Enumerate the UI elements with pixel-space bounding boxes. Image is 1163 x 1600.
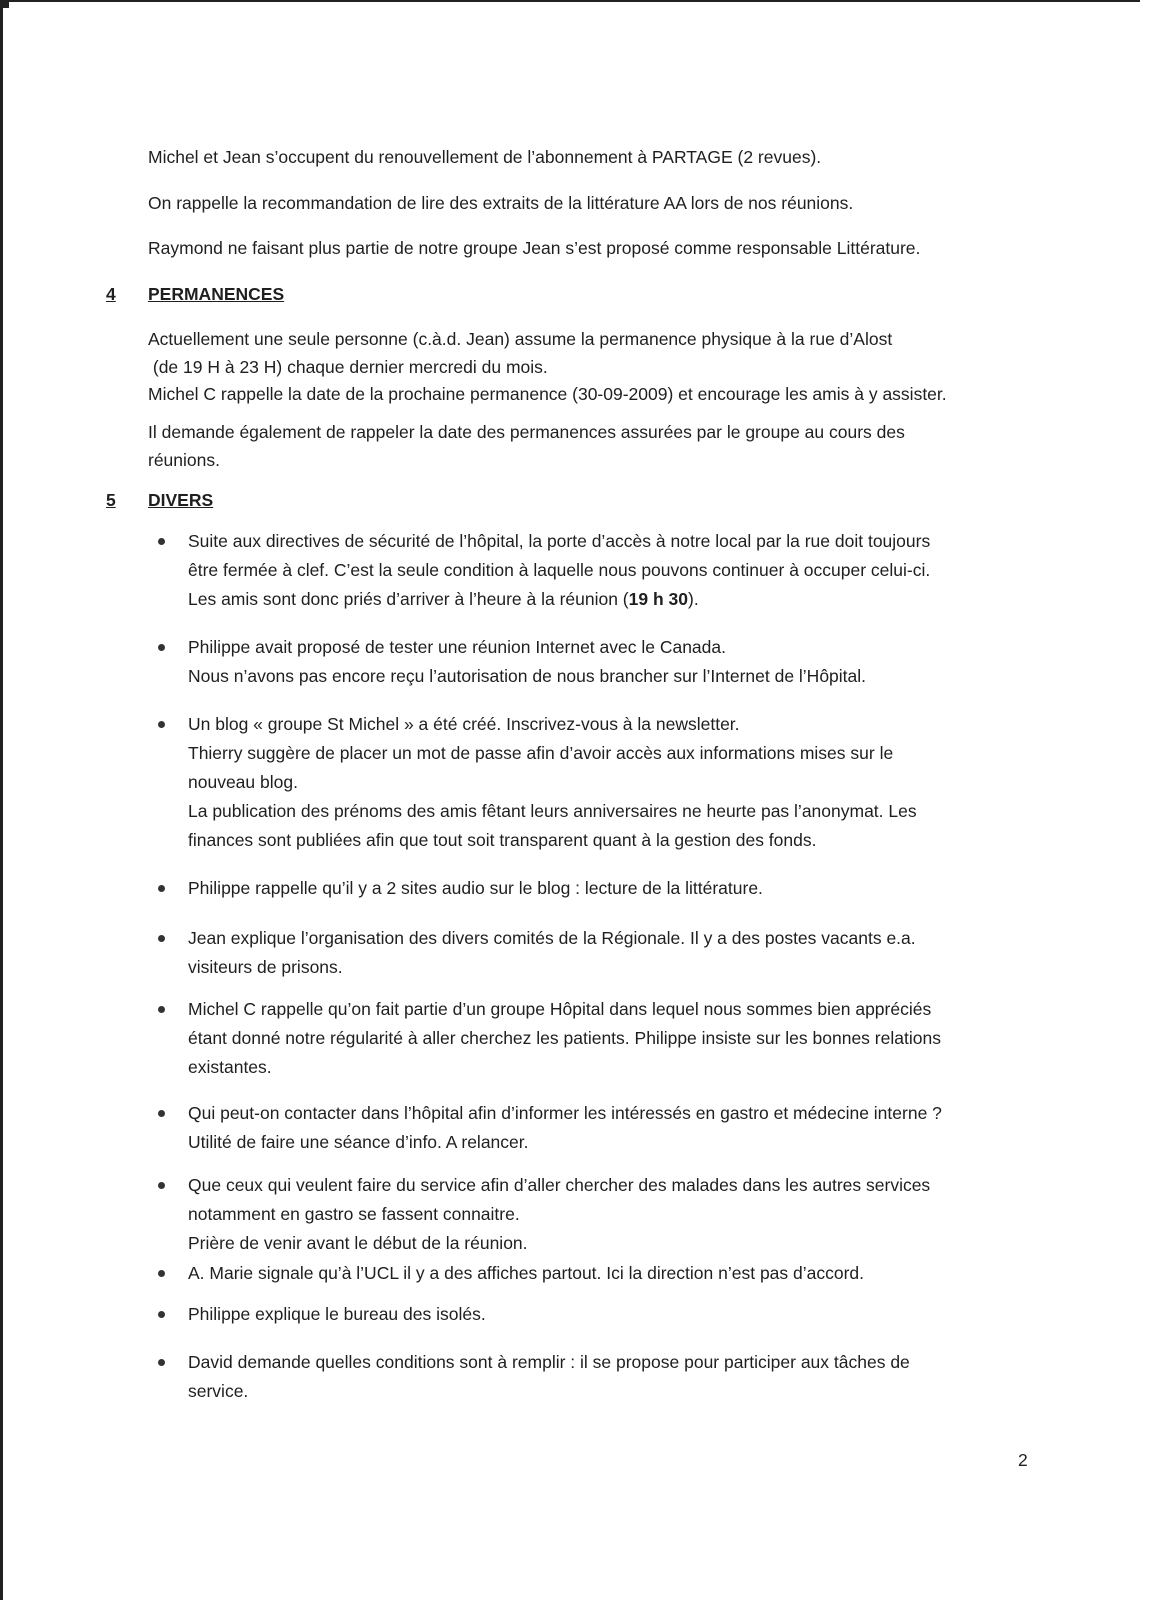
list-item [158, 995, 1038, 1082]
section-5-number: 5 [106, 490, 116, 510]
text-line: être fermée à clef. C’est la seule condition à laquelle nous pouvons continuer à occuper celui-ci. [188, 560, 931, 580]
text-line: Michel C rappelle qu’on fait partie d’un groupe Hôpital dans lequel nous sommes bien appréciés [188, 999, 932, 1019]
list-item [158, 1348, 1038, 1406]
text-line: Il demande également de rappeler la date des permanences assurées par le groupe au cours des [148, 422, 905, 442]
scan-edge-left [0, 0, 3, 1600]
text-line: Philippe avait proposé de tester une réunion Internet avec le Canada. [188, 637, 726, 657]
bullet-icon [158, 1270, 165, 1277]
list-item [158, 924, 1038, 982]
text-line: (de 19 H à 23 H) chaque dernier mercredi du mois. [148, 356, 548, 377]
intro-paragraph-3: Raymond ne faisant plus partie de notre groupe Jean s’est proposé comme responsable Littérature. [148, 238, 921, 258]
meeting-time: 19 h 30 [628, 589, 688, 609]
text-line: finances sont publiées afin que tout soit transparent quant à la gestion des fonds. [188, 830, 817, 850]
text-line: Michel C rappelle la date de la prochaine permanence (30-09-2009) et encourage les amis à y assister. [148, 384, 947, 404]
page-number: 2 [1018, 1450, 1028, 1470]
list-item [158, 1259, 1038, 1288]
list-item [158, 1300, 1038, 1329]
text-line: Qui peut-on contacter dans l’hôpital afin d’informer les intéressés en gastro et médecine interne ? [188, 1103, 942, 1123]
text-line: Philippe rappelle qu’il y a 2 sites audio sur le blog : lecture de la littérature. [188, 878, 763, 898]
section-4-number: 4 [106, 284, 116, 304]
text-line: Un blog « groupe St Michel » a été créé. Inscrivez-vous à la newsletter. [188, 714, 740, 734]
text-segment: Les amis sont donc priés d’arriver à l’heure à la réunion ( [188, 589, 629, 609]
bullet-icon [158, 1182, 165, 1189]
text-line: service. [188, 1381, 249, 1401]
bullet-icon [158, 885, 165, 892]
text-line: visiteurs de prisons. [188, 957, 343, 977]
list-item [158, 633, 1038, 691]
list-item [158, 710, 1038, 855]
text-line: David demande quelles conditions sont à remplir : il se propose pour participer aux tâches de [188, 1352, 910, 1372]
text-line: Suite aux directives de sécurité de l’hôpital, la porte d’accès à notre local par la rue doit toujours [188, 531, 931, 551]
text-segment: ). [688, 589, 699, 609]
text-line: existantes. [188, 1057, 272, 1077]
bullet-icon [158, 1311, 165, 1318]
text-line: Jean explique l’organisation des divers comités de la Régionale. Il y a des postes vacants e.a. [188, 928, 916, 948]
section-4-paragraph-1 [148, 326, 1038, 409]
section-4-paragraph-2 [148, 419, 1038, 474]
list-item [158, 1099, 1038, 1157]
list-item [158, 1171, 1038, 1258]
scan-edge-top [0, 0, 1140, 2]
bullet-icon [158, 1110, 165, 1117]
text-line: La publication des prénoms des amis fêtant leurs anniversaires ne heurte pas l’anonymat. Les [188, 801, 917, 821]
text-line: notamment en gastro se fassent connaitre. [188, 1204, 520, 1224]
bullet-icon [158, 644, 165, 651]
bullet-icon [158, 538, 165, 545]
bullet-icon [158, 935, 165, 942]
intro-paragraph-1: Michel et Jean s’occupent du renouvellement de l’abonnement à PARTAGE (2 revues). [148, 147, 822, 167]
text-line: Utilité de faire une séance d’info. A relancer. [188, 1132, 529, 1152]
section-4-title: PERMANENCES [148, 284, 285, 304]
text-line [188, 585, 1038, 614]
list-item [158, 527, 1038, 614]
bullet-icon [158, 721, 165, 728]
section-5-title: DIVERS [148, 490, 214, 510]
text-line: Que ceux qui veulent faire du service afin d’aller chercher des malades dans les autres services [188, 1175, 931, 1195]
text-line: réunions. [148, 449, 220, 470]
text-line: nouveau blog. [188, 772, 298, 792]
text-line: Philippe explique le bureau des isolés. [188, 1304, 486, 1324]
bullet-icon [158, 1006, 165, 1013]
text-line: Actuellement une seule personne (c.à.d. Jean) assume la permanence physique à la rue d’Alost [148, 329, 893, 349]
text-line: A. Marie signale qu’à l’UCL il y a des affiches partout. Ici la direction n’est pas d’accord. [188, 1263, 865, 1283]
text-line: Nous n’avons pas encore reçu l’autorisation de nous brancher sur l’Internet de l’Hôpital. [188, 666, 867, 686]
intro-paragraph-2: On rappelle la recommandation de lire des extraits de la littérature AA lors de nos réunions. [148, 193, 854, 213]
list-item [158, 874, 1038, 903]
text-line: étant donné notre régularité à aller cherchez les patients. Philippe insiste sur les bonnes relations [188, 1028, 941, 1048]
text-line: Prière de venir avant le début de la réunion. [188, 1233, 528, 1253]
bullet-icon [158, 1359, 165, 1366]
text-line: Thierry suggère de placer un mot de passe afin d’avoir accès aux informations mises sur le [188, 743, 894, 763]
scan-corner-mark [2, 0, 9, 8]
